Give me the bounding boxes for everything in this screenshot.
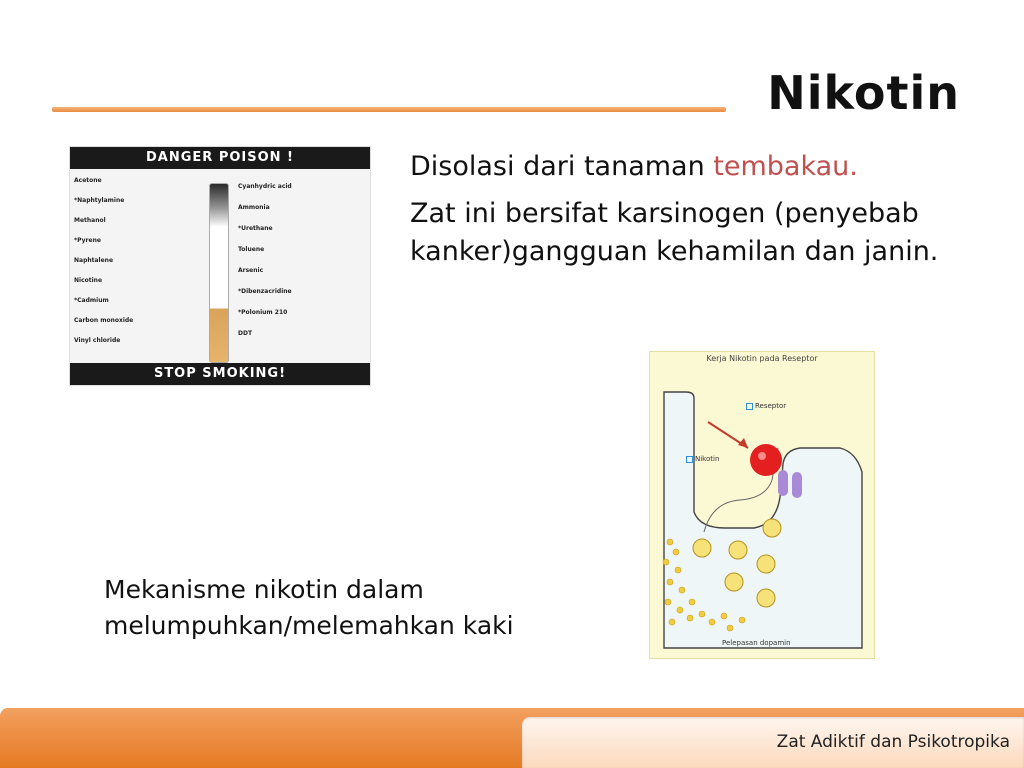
poison-item-right: Arsenic <box>238 267 264 274</box>
poison-item-left: *Naphtylamine <box>74 197 125 204</box>
nicotine-label: Nikotin <box>686 455 719 463</box>
receptor-shape <box>778 470 788 496</box>
poison-item-right: Ammonia <box>238 204 270 211</box>
poison-item-right: *Polonium 210 <box>238 309 288 316</box>
poison-item-left: Nicotine <box>74 277 103 284</box>
neuron-outline <box>664 392 862 648</box>
poison-item-left: *Pyrene <box>74 237 101 244</box>
bullet-list <box>410 148 985 280</box>
poison-item-right: Cyanhydric acid <box>238 183 292 190</box>
image-caption: Mekanisme nikotin dalam melumpuhkan/melemahkan kaki <box>104 575 514 641</box>
poison-item-right: Toluene <box>238 246 265 253</box>
bullet-text: Disolasi dari tanaman <box>410 151 714 182</box>
receptor-drawing <box>650 352 874 658</box>
nicotine-molecule <box>750 444 782 476</box>
poison-bottom-banner: STOP SMOKING! <box>70 363 370 385</box>
poison-top-banner: DANGER POISON ! <box>70 147 370 169</box>
slide-title: Nikotin <box>767 66 960 120</box>
poison-item-left: *Cadmium <box>74 297 109 304</box>
poison-item-right: DDT <box>238 330 253 337</box>
bullet-item <box>410 148 985 185</box>
receptor-diagram-image <box>649 351 875 659</box>
bullet-accent-text: tembakau. <box>713 151 858 182</box>
poison-item-left: Vinyl chloride <box>74 337 121 344</box>
footer-text: Zat Adiktif dan Psikotropika <box>776 732 1010 752</box>
nicotine-highlight <box>758 452 766 460</box>
cigarette-illustration <box>209 183 229 363</box>
bullet-item: Zat ini bersifat karsinogen (penyebab kanker)gangguan kehamilan dan janin. <box>410 198 939 267</box>
receptor-shape <box>792 472 802 498</box>
danger-poison-image <box>69 146 371 386</box>
dopamine-release-label: Pelepasan dopamin <box>722 639 791 647</box>
poison-item-left: Naphtalene <box>74 257 114 264</box>
poison-item-right: *Dibenzacridine <box>238 288 292 295</box>
poison-item-right: *Urethane <box>238 225 273 232</box>
poison-item-left: Methanol <box>74 217 106 224</box>
receptor-heading: Kerja Nikotin pada Reseptor <box>706 354 818 363</box>
poison-item-left: Acetone <box>74 177 102 184</box>
poison-item-left: Carbon monoxide <box>74 317 134 324</box>
title-divider <box>52 107 726 112</box>
receptor-label: Reseptor <box>746 402 786 410</box>
